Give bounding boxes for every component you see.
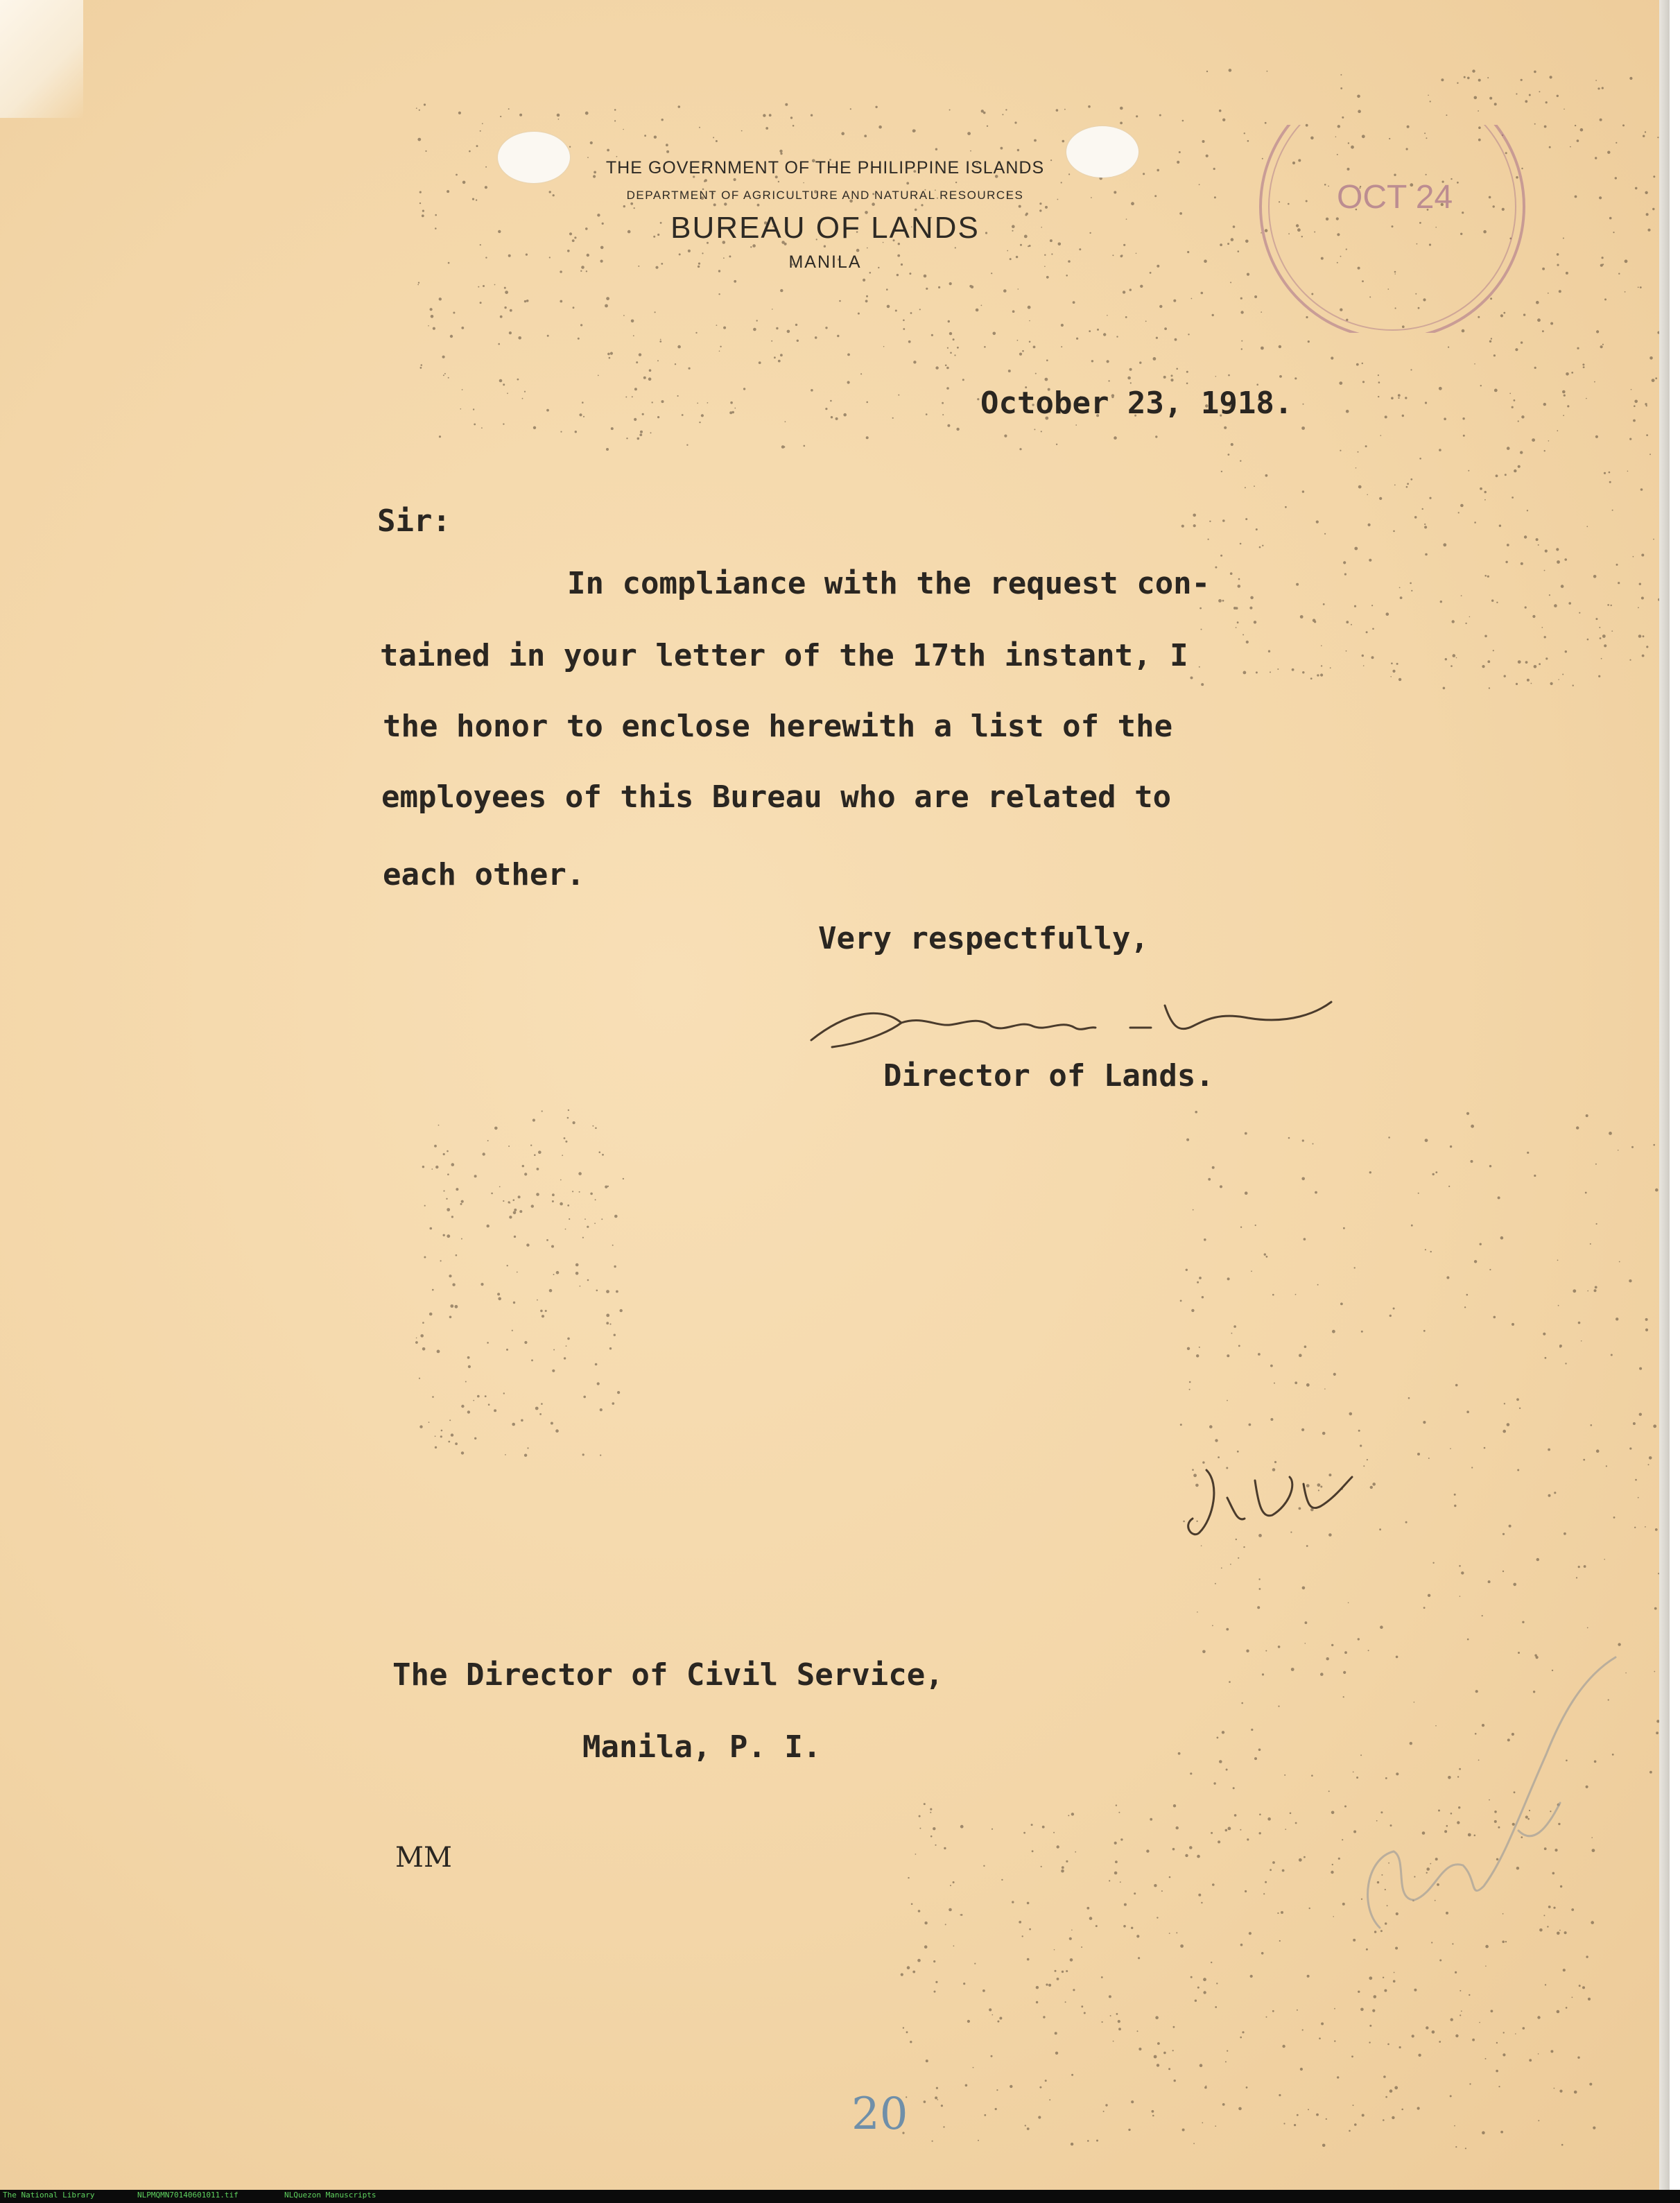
body-line-3: the honor to enclose herewith a list of the xyxy=(383,709,1173,744)
closing: Very respectfully, xyxy=(818,921,1149,956)
addressee-line-1: The Director of Civil Service, xyxy=(392,1657,944,1693)
letterhead xyxy=(444,154,1206,277)
page-edge xyxy=(1659,0,1670,2190)
typist-initials: MM xyxy=(395,1842,452,1874)
letterhead-government: THE GOVERNMENT OF THE PHILIPPINE ISLANDS xyxy=(605,158,1045,178)
footer-collection: NLQuezon Manuscripts xyxy=(284,2191,376,2200)
scan-footer xyxy=(0,2190,1680,2203)
signature-title: Director of Lands. xyxy=(883,1058,1214,1094)
body-line-5: each other. xyxy=(383,857,585,892)
pencil-scrawl xyxy=(1338,1650,1643,1969)
handwritten-initials xyxy=(1179,1456,1359,1546)
salutation: Sir: xyxy=(377,503,451,539)
letter-date: October 23, 1918. xyxy=(980,386,1293,421)
letterhead-department: DEPARTMENT OF AGRICULTURE AND NATURAL RESOURCES xyxy=(626,189,1024,202)
body-line-1: In compliance with the request con- xyxy=(567,566,1211,601)
letterhead-city: MANILA xyxy=(788,252,862,272)
stamp-date: OCT 24 xyxy=(1337,179,1453,216)
footer-file: NLPMQMN70140601011.tif xyxy=(137,2191,239,2200)
received-stamp xyxy=(1254,125,1531,333)
body-line-2: tained in your letter of the 17th instant, I xyxy=(380,638,1188,673)
handwritten-signature xyxy=(804,985,1338,1061)
letterhead-bureau: BUREAU OF LANDS xyxy=(670,211,980,245)
body-line-4: employees of this Bureau who are related to xyxy=(381,779,1172,815)
footer-library: The National Library xyxy=(3,2191,95,2200)
addressee-line-2: Manila, P. I. xyxy=(582,1729,822,1765)
page-number: 20 xyxy=(851,2089,908,2140)
